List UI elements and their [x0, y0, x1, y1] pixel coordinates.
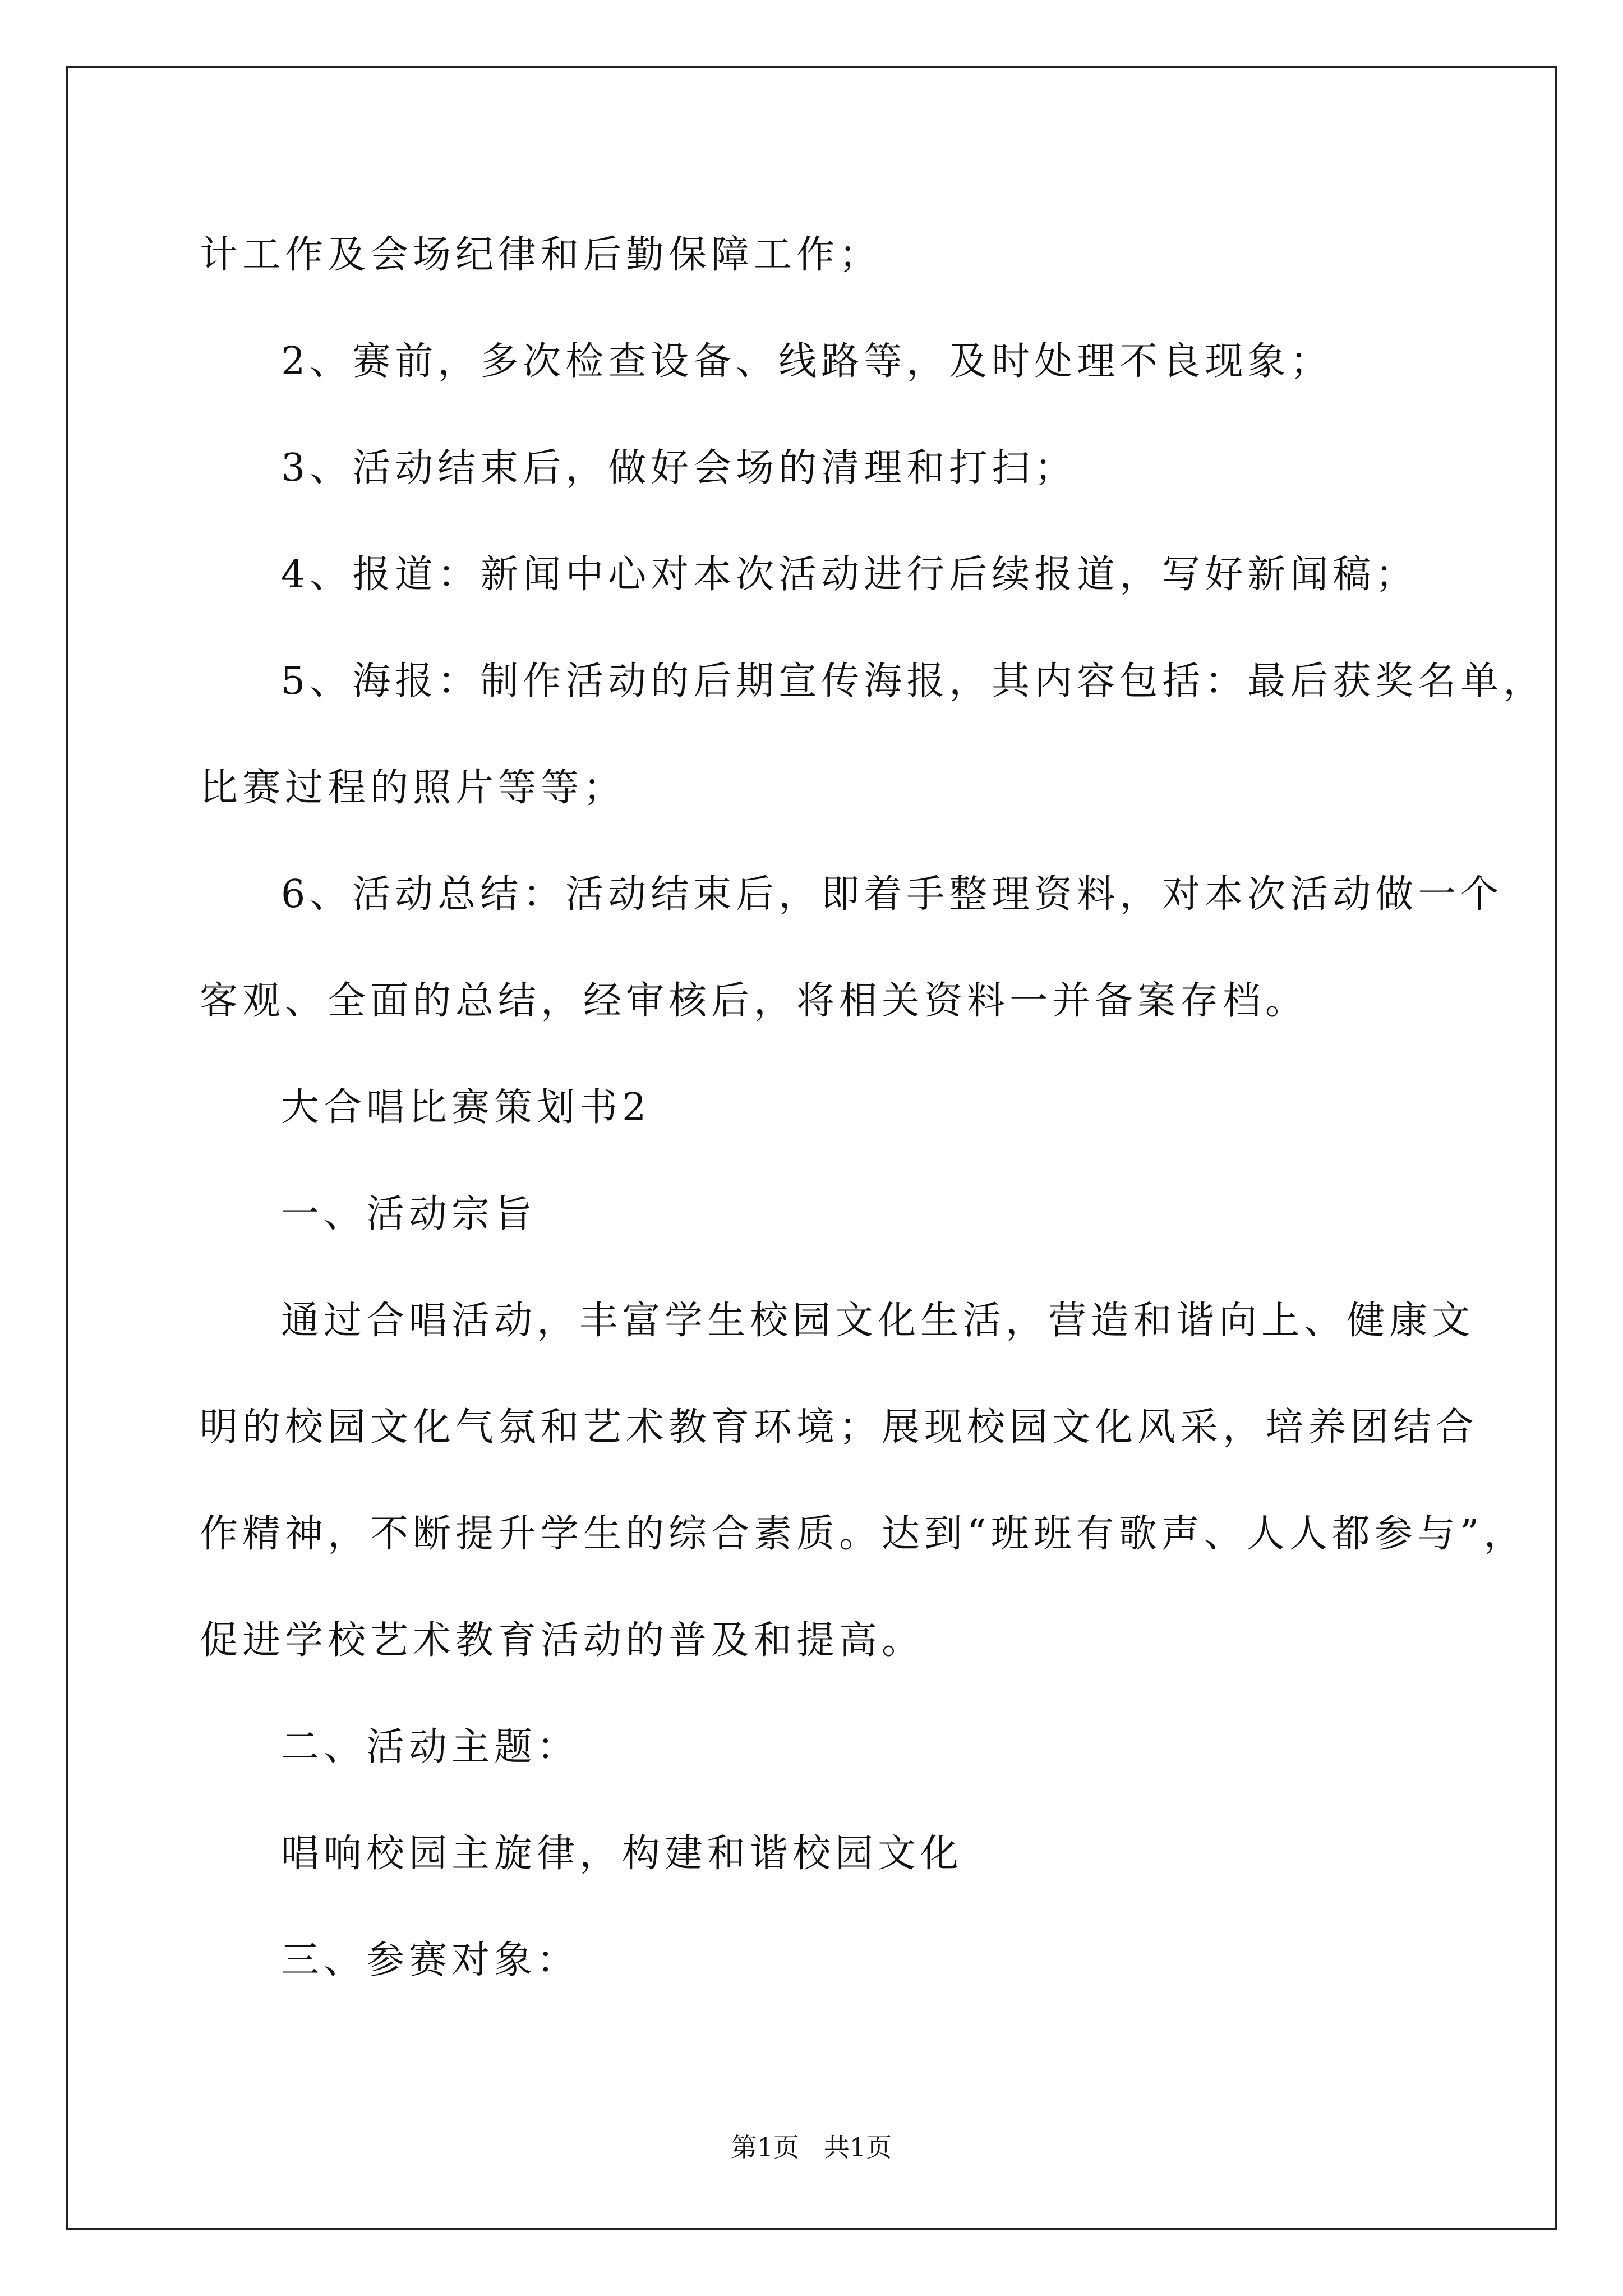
- text-line: 比赛过程的照片等等；: [200, 766, 626, 810]
- text-line: 明的校园文化气氛和艺术教育环境；展现校园文化风采，培养团结合: [200, 1405, 1479, 1450]
- section-heading: 二、活动主题：: [281, 1725, 580, 1769]
- text-line: 通过合唱活动，丰富学生校园文化生活，营造和谐向上、健康文: [281, 1299, 1475, 1343]
- text-line: 促进学校艺术教育活动的普及和提高。: [200, 1618, 925, 1663]
- document-body: [200, 202, 1546, 2014]
- text-line: 2、赛前，多次检查设备、线路等，及时处理不良现象；: [281, 339, 1333, 384]
- section-heading: 一、活动宗旨: [281, 1192, 537, 1236]
- page-footer: 第1页 共1页: [731, 2132, 892, 2162]
- section-title: 大合唱比赛策划书2: [281, 1085, 651, 1130]
- text-line: 作精神，不断提升学生的综合素质。达到“班班有歌声、人人都参与”，: [200, 1512, 1527, 1556]
- text-line: 计工作及会场纪律和后勤保障工作；: [200, 233, 882, 277]
- section-heading: 三、参赛对象：: [281, 1938, 580, 1982]
- text-line: 3、活动结束后，做好会场的清理和打扫；: [281, 446, 1077, 490]
- text-line: 4、报道：新闻中心对本次活动进行后续报道，写好新闻稿；: [281, 553, 1418, 597]
- text-line: 5、海报：制作活动的后期宣传海报，其内容包括：最后获奖名单，: [281, 659, 1546, 703]
- text-line: 6、活动总结：活动结束后，即着手整理资料，对本次活动做一个: [281, 872, 1504, 917]
- text-line: 客观、全面的总结，经审核后，将相关资料一并备案存档。: [200, 979, 1308, 1023]
- text-line: 唱响校园主旋律，构建和谐校园文化: [281, 1832, 963, 1876]
